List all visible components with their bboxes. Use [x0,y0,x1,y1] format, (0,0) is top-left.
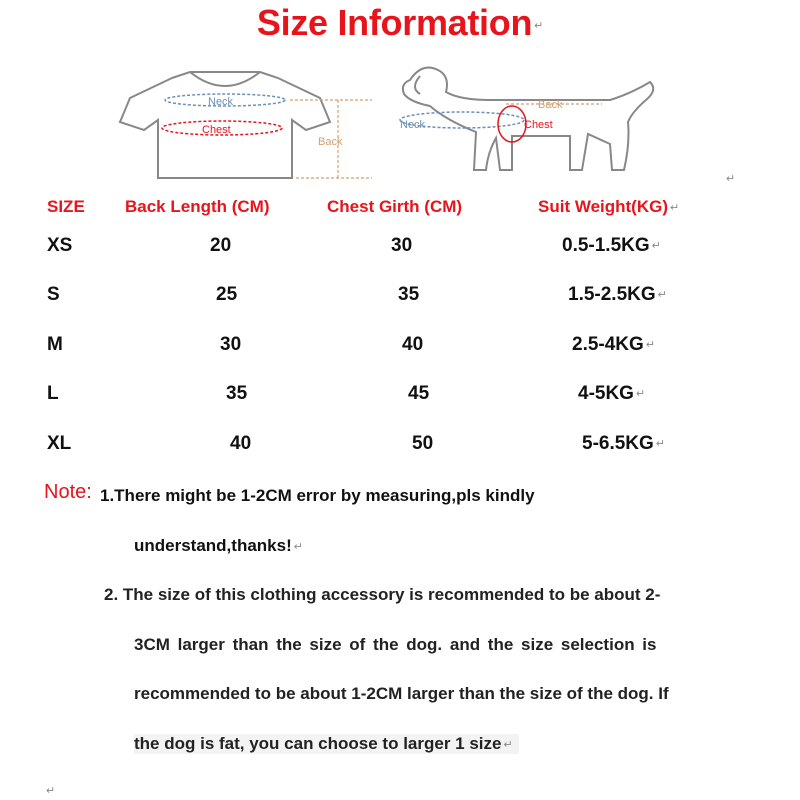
cell-back-length: 30 [220,334,242,355]
note-1-line-2-text: understand,thanks! [134,536,292,555]
cell-suit-weight-text: 2.5-4KG [572,334,644,355]
cell-suit-weight-text: 0.5-1.5KG [562,235,650,256]
dog-neck-label: Neck [400,119,426,131]
return-mark: ↵ [645,339,656,352]
shirt-neck-label: Neck [208,96,234,108]
return-mark: ↵ [534,19,544,32]
dog-back-label: Back [538,99,563,111]
return-mark: ↵ [655,438,666,451]
shirt-chest-label: Chest [202,124,231,136]
return-mark: ↵ [657,289,667,302]
cell-suit-weight [562,235,661,257]
return-mark: ↵ [46,785,56,797]
header-back-length: Back Length (CM) [125,197,270,216]
return-mark: ↵ [670,202,680,215]
cell-suit-weight-text: 5-6.5KG [582,433,654,454]
note-2-line-2: 3CM larger than the size of the dog. and the size selection is [134,635,657,654]
cell-suit-weight [568,284,667,306]
cell-back-length: 20 [210,235,232,256]
cell-chest-girth: 40 [402,334,424,355]
cell-size: XL [47,433,72,454]
header-chest-girth: Chest Girth (CM) [327,197,463,216]
page-title [0,2,800,44]
return-mark: ↵ [726,173,736,185]
header-size: SIZE [47,197,85,216]
cell-chest-girth: 45 [408,383,430,404]
cell-size: M [47,334,63,355]
cell-suit-weight [578,383,645,405]
note-2-line-4 [134,734,519,754]
note-2-line-3: recommended to be about 1-2CM larger than the size of the dog. If [134,684,669,703]
cell-suit-weight [572,334,655,356]
measurement-diagram [110,60,720,190]
shirt-back-label: Back [318,136,343,148]
cell-back-length: 25 [216,284,238,305]
note-2-line-4-text: the dog is fat, you can choose to larger 1 size [134,734,502,753]
title-text: Size Information [256,2,533,43]
cell-chest-girth: 50 [412,433,434,454]
cell-suit-weight [582,433,665,455]
cell-back-length: 35 [226,383,248,404]
return-mark: ↵ [293,541,303,554]
cell-back-length: 40 [230,433,252,454]
return-mark: ↵ [651,240,661,253]
cell-chest-girth: 35 [398,284,420,305]
return-mark: ↵ [503,739,513,752]
cell-suit-weight-text: 1.5-2.5KG [568,284,656,305]
note-1-line-1: 1.There might be 1-2CM error by measuring,pls kindly [100,486,535,505]
cell-size: S [47,284,60,305]
cell-size: XS [47,235,73,256]
dog-chest-label: Chest [524,119,553,131]
cell-suit-weight-text: 4-5KG [578,383,634,404]
note-label: Note: [44,481,92,503]
header-suit-weight [538,197,679,217]
return-mark: ↵ [635,388,646,401]
cell-chest-girth: 30 [391,235,413,256]
note-2-line-1: 2. The size of this clothing accessory is recommended to be about 2- [104,585,661,604]
header-suit-weight-text: Suit Weight(KG) [538,197,668,216]
cell-size: L [47,383,59,404]
note-1-line-2 [134,536,303,556]
